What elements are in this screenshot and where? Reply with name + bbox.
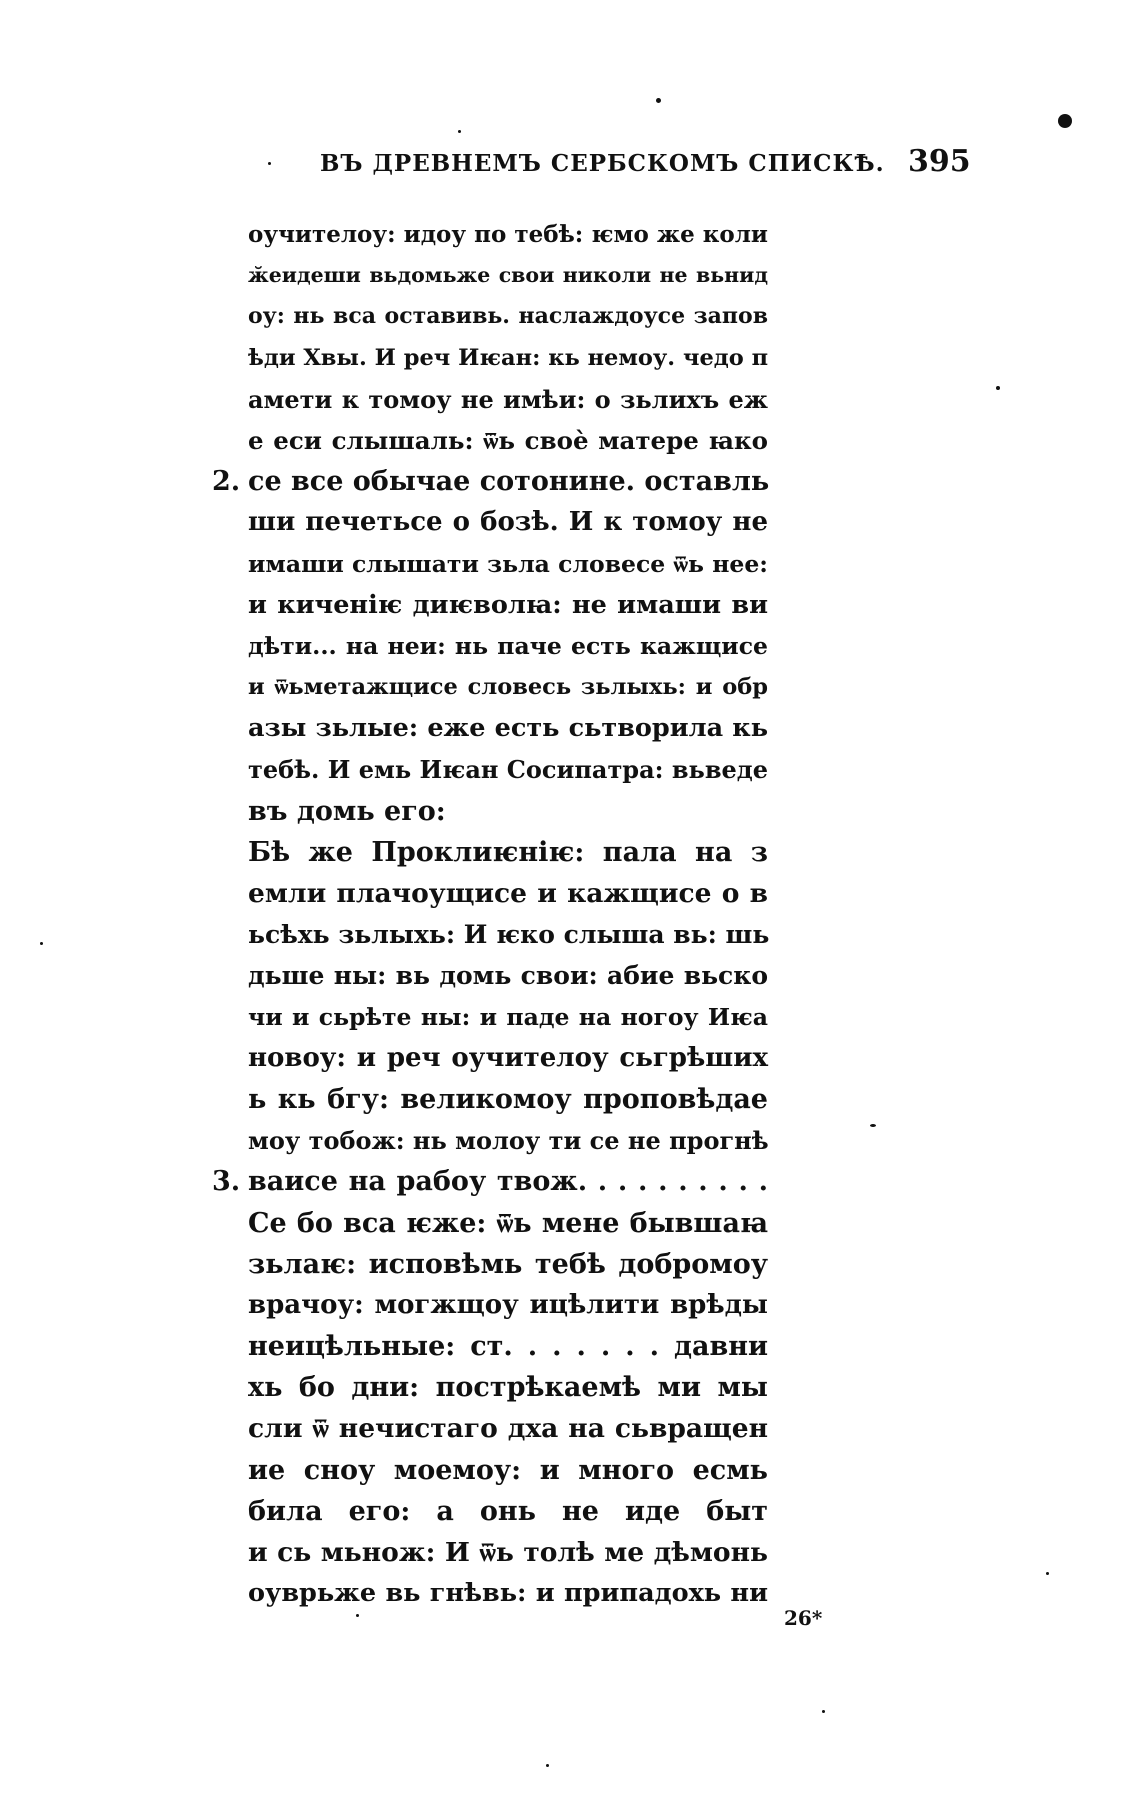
running-head: ВЪ ДРЕВНЕМЪ СЕРБСКОМЪ СПИСКѢ. bbox=[320, 150, 885, 177]
text-line bbox=[248, 1491, 768, 1532]
line-text: имаши слышати зьла словесе ѿь нее: bbox=[248, 549, 768, 578]
scan-speck bbox=[1058, 114, 1072, 128]
line-text: азы зьлые: еже есть сьтворила кь bbox=[248, 713, 768, 744]
text-line bbox=[248, 873, 768, 914]
line-text: ьсѣхь зьлыхь: И ѥко слыша вь: шь bbox=[248, 920, 770, 950]
line-text: врачоу: могжщоу ицѣлити врѣды bbox=[248, 1289, 768, 1320]
text-line bbox=[248, 997, 768, 1038]
text-line bbox=[248, 214, 768, 255]
line-text: емли плачоущисе и кажщисе о в bbox=[248, 878, 768, 909]
line-text: оуврьже вь гнѣвь: и припадохь ни bbox=[248, 1578, 768, 1609]
line-text: чи и сьрѣте ны: и паде на ногоу Иѥа bbox=[248, 1002, 768, 1031]
line-text: моу тобож: нь молоу ти се не прогнѣ bbox=[248, 1126, 769, 1156]
text-line bbox=[248, 791, 768, 832]
line-text: въ домь его: bbox=[248, 795, 446, 827]
line-text: Се бо вса ѥже: ѿь мене бывшаꙗ bbox=[248, 1207, 768, 1239]
line-text: ие сноу моемоу: и много есмь bbox=[248, 1454, 768, 1486]
text-line bbox=[248, 1120, 768, 1161]
line-text: се все обычае сотонине. оставль bbox=[248, 466, 770, 498]
text-line bbox=[248, 1367, 768, 1408]
line-text: неицѣльные: ст. . . . . . . давни bbox=[248, 1331, 768, 1363]
text-line bbox=[248, 626, 768, 667]
signature-mark: 26* bbox=[784, 1606, 823, 1630]
line-text: е еси слышаль: ѿь своѐ матере ꙗко bbox=[248, 425, 768, 455]
text-line bbox=[248, 296, 768, 337]
text-line bbox=[248, 379, 768, 420]
body-text bbox=[212, 214, 770, 1614]
text-line bbox=[248, 1203, 768, 1244]
line-text: оу: нь вса оставивь. наслаждоусе запов bbox=[248, 303, 768, 330]
text-line bbox=[248, 544, 768, 585]
scan-speck bbox=[1046, 1572, 1049, 1575]
verse-number: 2. bbox=[212, 466, 241, 498]
scan-speck bbox=[458, 130, 461, 133]
scan-speck bbox=[822, 1710, 825, 1713]
scan-speck bbox=[356, 1614, 359, 1617]
text-line bbox=[248, 955, 768, 996]
scan-speck bbox=[656, 98, 661, 103]
line-text: ӂеидеши вьдомьже свои николи не вьнид bbox=[248, 263, 768, 288]
text-line bbox=[248, 1079, 768, 1120]
verse-number: 3. bbox=[212, 1166, 241, 1198]
text-line bbox=[248, 1244, 768, 1285]
line-text: сли ѿ нечистаго дха на сьвращен bbox=[248, 1413, 768, 1445]
text-line bbox=[248, 667, 768, 708]
scan-speck bbox=[870, 1124, 876, 1127]
text-line bbox=[248, 1326, 768, 1367]
line-text: тебѣ. И емь Иѥан Сосипатра: вьведе bbox=[248, 755, 769, 785]
text-line bbox=[248, 1532, 768, 1573]
scan-speck bbox=[546, 1764, 549, 1767]
line-text: и киченіѥ диѥволꙗ: не имаши ви bbox=[248, 589, 768, 620]
text-line bbox=[248, 708, 768, 749]
text-line bbox=[248, 1038, 768, 1079]
line-text: ваисе на рабоу твож. . . . . . . . . . bbox=[248, 1166, 768, 1198]
line-text: дьше ны: вь домь свои: абие вьско bbox=[248, 961, 768, 991]
text-line bbox=[248, 420, 768, 461]
line-text: била его: а онь не иде быт bbox=[248, 1495, 768, 1527]
text-line bbox=[248, 585, 768, 626]
text-line bbox=[248, 255, 768, 296]
line-text: и ѿьметажщисе словесь зьлыхь: и обр bbox=[248, 674, 768, 701]
line-text: Бѣ же Проклиѥніѥ: пала на з bbox=[248, 836, 768, 868]
scan-speck bbox=[996, 386, 1000, 390]
text-line bbox=[248, 914, 768, 955]
text-line bbox=[248, 1408, 768, 1449]
text-line bbox=[248, 1573, 768, 1614]
line-text: амети к томоу не имѣи: о зьлихъ еж bbox=[248, 384, 768, 414]
line-text: хь бо дни: пострѣкаемѣ ми мы bbox=[248, 1372, 768, 1404]
text-line bbox=[248, 1285, 768, 1326]
text-line bbox=[212, 1161, 768, 1202]
text-line bbox=[248, 749, 768, 790]
text-line bbox=[212, 461, 770, 502]
line-text: новоу: и реч оучителоу сьгрѣших bbox=[248, 1042, 768, 1073]
text-line bbox=[248, 832, 768, 873]
line-text: и сь мьнож: И ѿь толѣ ме дѣмонь bbox=[248, 1537, 768, 1568]
line-text: ши печетьсе о бозѣ. И к томоу не bbox=[248, 507, 768, 538]
page-number: 395 bbox=[908, 144, 971, 179]
scan-speck bbox=[268, 162, 271, 165]
line-text: зьлаѥ: исповѣмь тебѣ добромоу bbox=[248, 1248, 768, 1280]
line-text: ѣди Хвы. И реч Иѥан: кь немоу. чедо п bbox=[248, 344, 769, 371]
line-text: оучителоу: идоу по тебѣ: ѥмо же коли bbox=[248, 221, 768, 248]
text-line bbox=[248, 502, 768, 543]
line-text: дѣти... на неи: нь паче есть кажщисе bbox=[248, 631, 768, 660]
scan-speck bbox=[40, 942, 43, 945]
text-line bbox=[248, 1450, 768, 1491]
line-text: ь кь бгу: великомоу проповѣдае bbox=[248, 1083, 768, 1115]
text-line bbox=[248, 338, 768, 379]
